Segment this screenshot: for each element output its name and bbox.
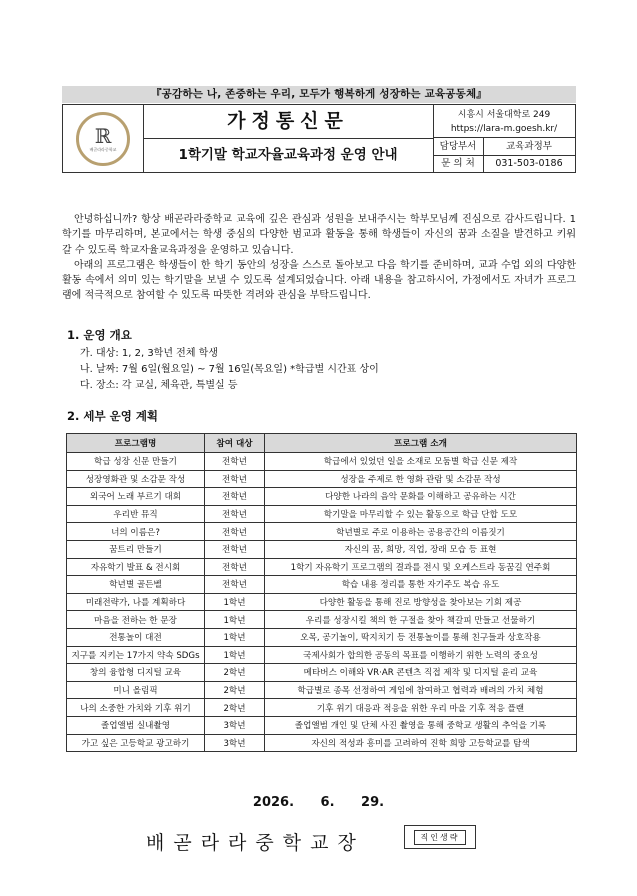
logo-text: 배곧라라중학교 xyxy=(89,146,117,152)
intro-paragraph: 아래의 프로그램은 학생들이 한 학기 동안의 성장을 스스로 돌아보고 다음 학기를 준비하며, 교과 수업 외의 다양한 활동 속에서 의미 있는 학기말을 보낼 수 있도록 설계되었습니다. 아래 내용을 참고하시어, 가정에서도 자녀가 프로그램에 적극적으로 참여할 수 있도록 따뜻한 격려와 관심을 부탁드립니다. xyxy=(62,259,576,302)
contact-row xyxy=(433,155,575,172)
issue-date: 2026. 6. 29. xyxy=(252,795,385,810)
dept-value: 교육과정부 xyxy=(506,141,552,152)
table-row xyxy=(67,699,577,717)
program-name-cell: 미니 올림픽 xyxy=(67,681,205,699)
seal-box xyxy=(404,825,476,849)
table-row xyxy=(67,470,577,488)
table-row xyxy=(67,716,577,734)
intro-text xyxy=(62,212,576,304)
col-header-name: 프로그램명 xyxy=(67,434,205,453)
program-target-cell: 전학년 xyxy=(205,505,265,523)
program-name-cell: 나의 소중한 가치와 기후 위기 xyxy=(67,699,205,717)
plan-heading: 2. 세부 운영 계획 xyxy=(67,409,159,423)
program-name-cell: 가고 싶은 고등학교 광고하기 xyxy=(67,734,205,752)
school-logo xyxy=(76,112,130,166)
program-desc-cell: 성장을 주제로 한 영화 관람 및 소감문 작성 xyxy=(265,470,577,488)
overview-heading: 1. 운영 개요 xyxy=(67,328,132,342)
program-target-cell: 전학년 xyxy=(205,576,265,594)
table-body xyxy=(67,453,577,752)
contact-label: 문 의 처 xyxy=(433,155,484,172)
program-desc-cell: 오목, 공기놀이, 딱지치기 등 전통놀이를 통해 친구들과 상호작용 xyxy=(265,628,577,646)
program-target-cell: 전학년 xyxy=(205,540,265,558)
table-row xyxy=(67,611,577,629)
overview-target: 가. 대상: 1, 2, 3학년 전체 학생 xyxy=(80,348,219,359)
program-name-cell: 지구를 지키는 17가지 약속 SDGs xyxy=(67,646,205,664)
program-name-cell: 우리반 뮤직 xyxy=(67,505,205,523)
program-target-cell: 3학년 xyxy=(205,734,265,752)
program-table xyxy=(66,433,577,752)
program-target-cell: 전학년 xyxy=(205,488,265,506)
program-desc-cell: 국제사회가 합의한 공동의 목표를 이행하기 위한 노력의 중요성 xyxy=(265,646,577,664)
program-desc-cell: 메타버스 이해와 VR·AR 콘텐츠 직접 제작 및 디지털 윤리 교육 xyxy=(265,664,577,682)
program-target-cell: 2학년 xyxy=(205,664,265,682)
seal-text: 직인생략 xyxy=(414,830,467,845)
table-row xyxy=(67,453,577,471)
program-target-cell: 1학년 xyxy=(205,646,265,664)
school-signature: 배곧라라중학교장 xyxy=(146,832,365,854)
program-desc-cell: 학기말을 마무리할 수 있는 활동으로 학급 단합 도모 xyxy=(265,505,577,523)
program-name-cell: 성장영화관 및 소감문 작성 xyxy=(67,470,205,488)
program-target-cell: 전학년 xyxy=(205,523,265,541)
table-row xyxy=(67,488,577,506)
program-desc-cell: 학년별로 주로 이용하는 공용공간의 이름짓기 xyxy=(265,523,577,541)
page-title: 가정통신문 xyxy=(143,105,434,139)
school-address xyxy=(433,105,575,138)
table-row xyxy=(67,628,577,646)
program-name-cell: 너의 이름은? xyxy=(67,523,205,541)
website-link[interactable]: https://lara-m.goesh.kr/ xyxy=(450,124,558,134)
col-header-target: 참여 대상 xyxy=(205,434,265,453)
table-row xyxy=(67,664,577,682)
program-name-cell: 학급 성장 신문 만들기 xyxy=(67,453,205,471)
table-row xyxy=(67,681,577,699)
program-name-cell: 전통놀이 대전 xyxy=(67,628,205,646)
program-target-cell: 2학년 xyxy=(205,699,265,717)
contact-value: 031-503-0186 xyxy=(495,158,563,169)
table-row xyxy=(67,576,577,594)
table-row xyxy=(67,734,577,752)
program-target-cell: 전학년 xyxy=(205,453,265,471)
table-row xyxy=(67,593,577,611)
table-row xyxy=(67,646,577,664)
program-target-cell: 3학년 xyxy=(205,716,265,734)
table-header-row xyxy=(67,434,577,453)
program-target-cell: 2학년 xyxy=(205,681,265,699)
address-line: 시흥시 서울대학로 249 xyxy=(457,110,551,120)
table-row xyxy=(67,523,577,541)
program-name-cell: 미래전략가, 나를 계획하다 xyxy=(67,593,205,611)
program-name-cell: 창의 융합형 디지털 교육 xyxy=(67,664,205,682)
dept-label: 담당부서 xyxy=(433,138,484,155)
overview-date: 나. 날짜: 7월 6일(월요일) ~ 7월 16일(목요일) *학급별 시간표 상이 xyxy=(80,364,379,375)
program-target-cell: 1학년 xyxy=(205,628,265,646)
program-desc-cell: 학급별로 종목 선정하여 게임에 참여하고 협력과 배려의 가치 체험 xyxy=(265,681,577,699)
program-name-cell: 졸업앨범 실내촬영 xyxy=(67,716,205,734)
program-desc-cell: 다양한 활동을 통해 진로 방향성을 찾아보는 기회 제공 xyxy=(265,593,577,611)
col-header-desc: 프로그램 소개 xyxy=(265,434,577,453)
program-target-cell: 1학년 xyxy=(205,611,265,629)
program-desc-cell: 기후 위기 대응과 적응을 위한 우리 마을 기후 적응 플랜 xyxy=(265,699,577,717)
program-desc-cell: 학습 내용 정리를 통한 자기주도 복습 유도 xyxy=(265,576,577,594)
dept-row xyxy=(433,138,575,156)
program-name-cell: 외국어 노래 부르기 대회 xyxy=(67,488,205,506)
table-row xyxy=(67,505,577,523)
program-desc-cell: 자신의 적성과 흥미를 고려하여 진학 희망 고등학교를 탐색 xyxy=(265,734,577,752)
program-desc-cell: 다양한 나라의 음악 문화를 이해하고 공유하는 시간 xyxy=(265,488,577,506)
program-name-cell: 마음을 전하는 한 문장 xyxy=(67,611,205,629)
table-row xyxy=(67,540,577,558)
logo-mark-icon: ℝ xyxy=(94,123,112,148)
program-desc-cell: 1학기 자유학기 프로그램의 결과를 전시 및 오케스트라 동꿈길 연주회 xyxy=(265,558,577,576)
program-desc-cell: 자신의 꿈, 희망, 직업, 장래 모습 등 표현 xyxy=(265,540,577,558)
program-target-cell: 1학년 xyxy=(205,593,265,611)
program-desc-cell: 우리를 성장시킬 책의 한 구절을 찾아 책갈피 만들고 선물하기 xyxy=(265,611,577,629)
letter-header xyxy=(62,104,576,173)
table-row xyxy=(67,558,577,576)
program-target-cell: 전학년 xyxy=(205,470,265,488)
program-target-cell: 전학년 xyxy=(205,558,265,576)
program-desc-cell: 졸업앨범 개인 및 단체 사진 촬영을 통해 중학교 생활의 추억을 기록 xyxy=(265,716,577,734)
page-subtitle: 1학기말 학교자율교육과정 운영 안내 xyxy=(143,138,434,172)
slogan-banner: 『공감하는 나, 존중하는 우리, 모두가 행복하게 성장하는 교육공동체』 xyxy=(62,86,576,103)
overview-place: 다. 장소: 각 교실, 체육관, 특별실 등 xyxy=(80,380,238,391)
logo-cell xyxy=(63,105,144,172)
program-desc-cell: 학급에서 있었던 일을 소재로 모둠별 학급 신문 제작 xyxy=(265,453,577,471)
program-name-cell: 꿈트리 만들기 xyxy=(67,540,205,558)
intro-paragraph: 안녕하십니까? 항상 배곧라라중학교 교육에 깊은 관심과 성원을 보내주시는 학부모님께 진심으로 감사드립니다. 1학기를 마무리하며, 본교에서는 학생 중심의 다양한 범교과 활동을 통해 학생들이 자신의 꿈과 소질을 발견하고 키워 갈 수 있도록 학교자율교육과정을 운영하고 있습니다. xyxy=(62,214,576,256)
program-name-cell: 학년별 골든벨 xyxy=(67,576,205,594)
program-name-cell: 자유학기 발표 & 전시회 xyxy=(67,558,205,576)
